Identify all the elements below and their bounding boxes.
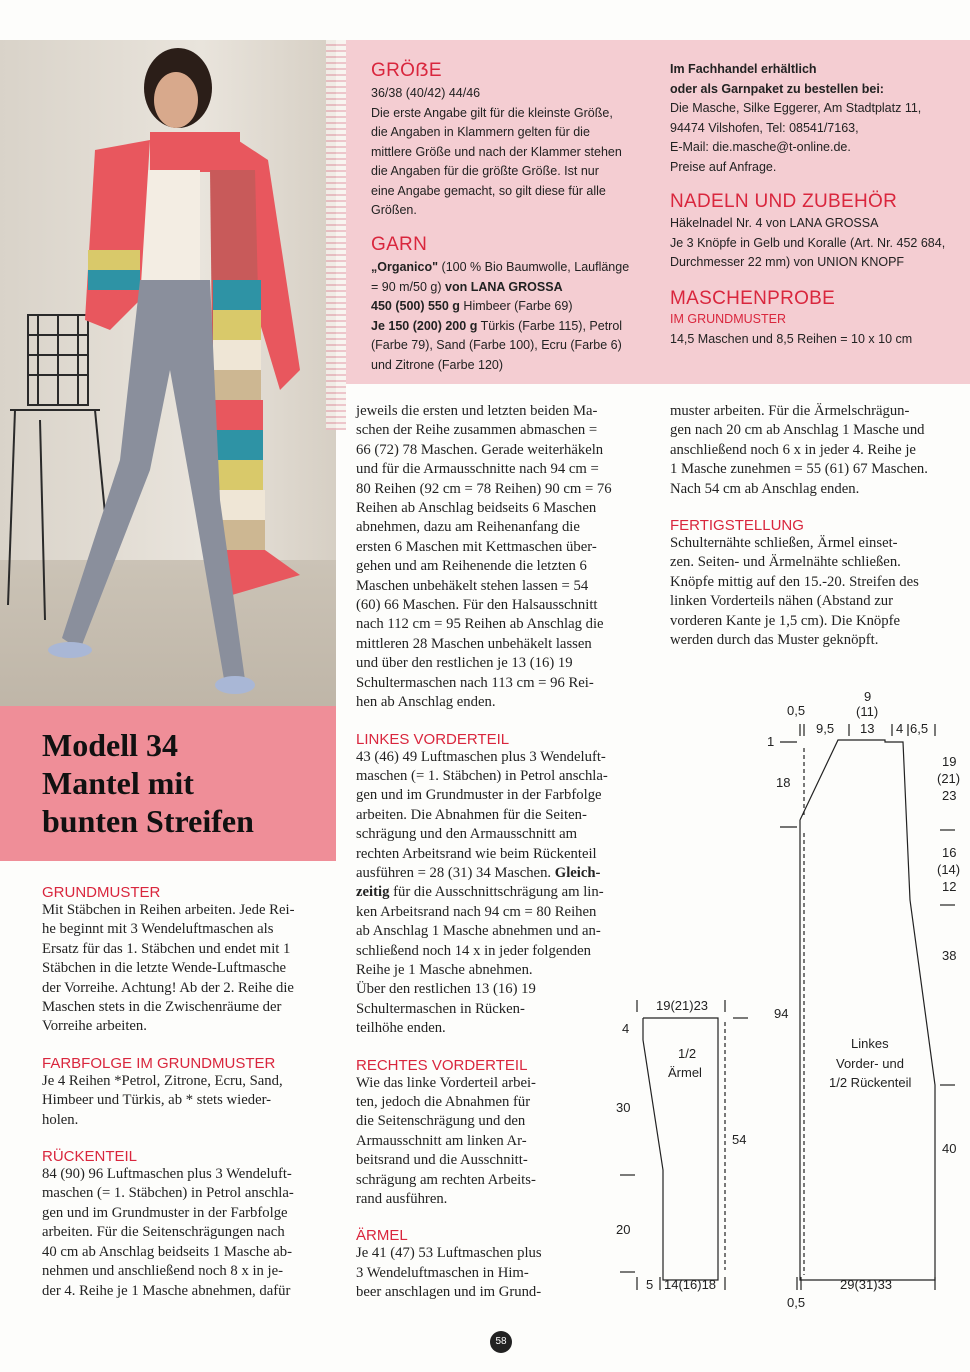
gauge-title: MASCHENPROBE bbox=[670, 288, 836, 309]
dim-label: 12 bbox=[942, 879, 957, 894]
dim-label: 16 bbox=[942, 845, 957, 860]
dim-label: 0,5 bbox=[787, 703, 806, 718]
diagram-label: Linkes bbox=[851, 1036, 889, 1051]
shop-text: Im Fachhandel erhältlich oder als Garnpaket zu bestellen bei: Die Masche, Silke Eggerer, Am Stadtplatz 11, 94474 Vilshofen, Tel: 08541/7163, E-Mail: die.masche@t-online.de. Preise auf Anfrage. bbox=[670, 62, 922, 174]
section-body: 43 (46) 49 Luftmaschen plus 3 Wendeluft- maschen (= 1. Stäbchen) in Petrol anschla- gen und im Grundmuster in der Farbfolge arbeiten. Die Abnahmen für die Seiten- schrägung und den Armausschnitt am rechten Arbeitsrand wie beim Rückenteil ausführen = 28 (31) 34 Maschen. Gleich- zeitig für die Ausschnittschrägung am lin- ken Arbeitsrand nach 94 cm = 80 Reihen ab Anschlag 1 Masche abnehmen und an- schließend noch 14 x in jeder folgenden Reihe je 1 Masche abnehmen. Über den restlichen 13 (16) 19 Schultermaschen in Rücken- teilhöhe enden. bbox=[356, 748, 608, 1037]
dim-label: 6,5 bbox=[910, 721, 929, 736]
dim-label: 13 bbox=[860, 721, 875, 736]
diagram-label: Vorder- und bbox=[836, 1056, 904, 1071]
section-body: 84 (90) 96 Luftmaschen plus 3 Wendeluft- maschen (= 1. Stäbchen) in Petrol anschla- gen und im Grundmuster in der Farbfolge arbeiten. Für die Seitenschrägungen nach 40 cm ab Anschlag beidseits 1 Masche ab- nehmen und anschließend noch 8 x in je- der 4. Reihe je 1 Masche abnehmen, dafür bbox=[42, 1166, 294, 1299]
dim-label: 94 bbox=[774, 1006, 789, 1021]
diagram-label: 1/2 bbox=[678, 1046, 697, 1061]
section-heading: RECHTES VORDERTEIL bbox=[356, 1056, 528, 1074]
diagram-label: Ärmel bbox=[668, 1065, 702, 1080]
diagram-label: 1/2 Rückenteil bbox=[829, 1075, 912, 1090]
section-heading: FERTIGSTELLUNG bbox=[670, 517, 804, 535]
section-heading: FARBFOLGE IM GRUNDMUSTER bbox=[42, 1054, 276, 1072]
yarn-text: „Organico" (100 % Bio Baumwolle, Lauflänge = 90 m/50 g) von LANA GROSSA 450 (500) 550 g Himbeer (Farbe 69) Je 150 (200) 200 g Türkis (Farbe 115), Petrol (Farbe 79), Sand (Farbe 100), Ecru (Farbe 6) und Zitrone (Farbe 120) bbox=[371, 260, 630, 372]
dim-label: 54 bbox=[732, 1132, 747, 1147]
yarn-title: GARN bbox=[371, 234, 428, 255]
section-body: Mit Stäbchen in Reihen arbeiten. Jede Rei- he beginnt mit 3 Wendeluftmaschen als Ersatz für das 1. Stäbchen und endet mit 1 Stäbchen in die letzte Wende-Luftmasche der Vorreihe. Achtung! Ab der 2. Reihe die Maschen stets in die Zwischenräume der Vorreihe arbeiten. bbox=[42, 902, 295, 1035]
dim-label: 9,5 bbox=[816, 721, 835, 736]
size-title: GRÖẞE bbox=[371, 60, 442, 81]
section-body: Je 41 (47) 53 Luftmaschen plus 3 Wendeluftmaschen in Him- beer anschlagen und im Grund- bbox=[356, 1245, 542, 1301]
dim-label: 4 bbox=[622, 1021, 630, 1036]
size-text: 36/38 (40/42) 44/46 Die erste Angabe gilt für die kleinste Größe, die Angaben in Klammern gelten für die mittlere Größe und nach der Klammer stehen die Angaben für die größte Größe. Ist nur eine Angabe gemacht, so gilt diese für alle Größen. bbox=[371, 86, 622, 217]
section-heading: LINKES VORDERTEIL bbox=[356, 730, 510, 748]
dim-label: (21) bbox=[937, 771, 961, 786]
dim-label: 40 bbox=[942, 1141, 957, 1156]
needles-text: Häkelnadel Nr. 4 von LANA GROSSA Je 3 Knöpfe in Gelb und Koralle (Art. Nr. 452 684, Durchmesser 22 mm) von UNION KNOPF bbox=[670, 216, 946, 269]
dim-label: 0,5 bbox=[787, 1295, 806, 1310]
section-heading: ÄRMEL bbox=[356, 1227, 408, 1245]
gauge-subtitle: IM GRUNDMUSTER bbox=[670, 312, 786, 326]
dim-label: 9 bbox=[864, 689, 872, 704]
dim-label: 20 bbox=[616, 1222, 631, 1237]
dim-label: 29(31)33 bbox=[840, 1277, 893, 1292]
section-heading: RÜCKENTEIL bbox=[42, 1148, 138, 1166]
section-heading: GRUNDMUSTER bbox=[42, 884, 161, 901]
dim-label: 23 bbox=[942, 788, 957, 803]
section-body: muster arbeiten. Für die Ärmelschrägun- gen nach 20 cm ab Anschlag 1 Masche und anschließend noch 6 x in jeder 4. Reihe je 1 Masche zunehmen = 55 (61) 67 Maschen. Nach 54 cm ab Anschlag enden. bbox=[670, 403, 928, 497]
dim-label: 14(16)18 bbox=[664, 1277, 717, 1292]
page-number: 58 bbox=[490, 1331, 512, 1353]
dim-label: 18 bbox=[776, 775, 791, 790]
dim-label: (11) bbox=[856, 704, 879, 719]
dim-label: 1 bbox=[767, 734, 775, 749]
section-body: Wie das linke Vorderteil arbei- ten, jedoch die Abnahmen für die Seitenschrägung und den Armausschnitt am linken Ar- beitsrand und die Ausschnitt- schrägung am rechten Arbeits- rand ausführen. bbox=[356, 1074, 536, 1208]
dim-label: 38 bbox=[942, 948, 957, 963]
dim-label: 5 bbox=[646, 1277, 654, 1292]
gauge-text: 14,5 Maschen und 8,5 Reihen = 10 x 10 cm bbox=[670, 332, 913, 346]
needles-title: NADELN UND ZUBEHÖR bbox=[670, 191, 898, 212]
section-body: Je 4 Reihen *Petrol, Zitrone, Ecru, Sand, Himbeer und Türkis, ab * stets wieder- holen. bbox=[42, 1072, 283, 1128]
dim-label: 30 bbox=[616, 1100, 631, 1115]
dim-label: 4 bbox=[896, 721, 904, 736]
model-title: Modell 34 Mantel mit bunten Streifen bbox=[42, 727, 254, 839]
section-body: jeweils die ersten und letzten beiden Ma- schen der Reihe zusammen abmaschen = 66 (72) 78 Maschen. Gerade weiterhäkeln und für die Armausschnitte nach 94 cm = 80 Reihen (92 cm = 78 Reihen) 90 cm = 76 Reihen ab Anschlag beidseits 6 Maschen abnehmen, dazu am Reihenanfang die ersten 6 Maschen mit Kettmaschen über- gehen und am Reihenende die letzten 6 Maschen unbehäkelt stehen lassen = 54 (60) 66 Maschen. Für den Halsausschnitt nach 112 cm = 95 Reihen ab Anschlag die mittleren 28 Maschen unbehäkelt lassen und über den restlichen je 13 (16) 19 Schultermaschen nach 113 cm = 96 Rei- hen ab Anschlag enden. bbox=[356, 403, 612, 711]
dim-label: 19 bbox=[942, 754, 957, 769]
section-body: Schulternähte schließen, Ärmel einset- zen. Seiten- und Ärmelnähte schließen. Knöpfe mittig auf den 15.-20. Streifen des linken Vorderteils nähen (Abstand zur vorderen Kante je 1,5 cm). Die Knöpfe werden durch das Muster geknöpft. bbox=[670, 535, 919, 649]
dim-label: (14) bbox=[937, 862, 961, 877]
dim-label: 19(21)23 bbox=[656, 998, 709, 1013]
